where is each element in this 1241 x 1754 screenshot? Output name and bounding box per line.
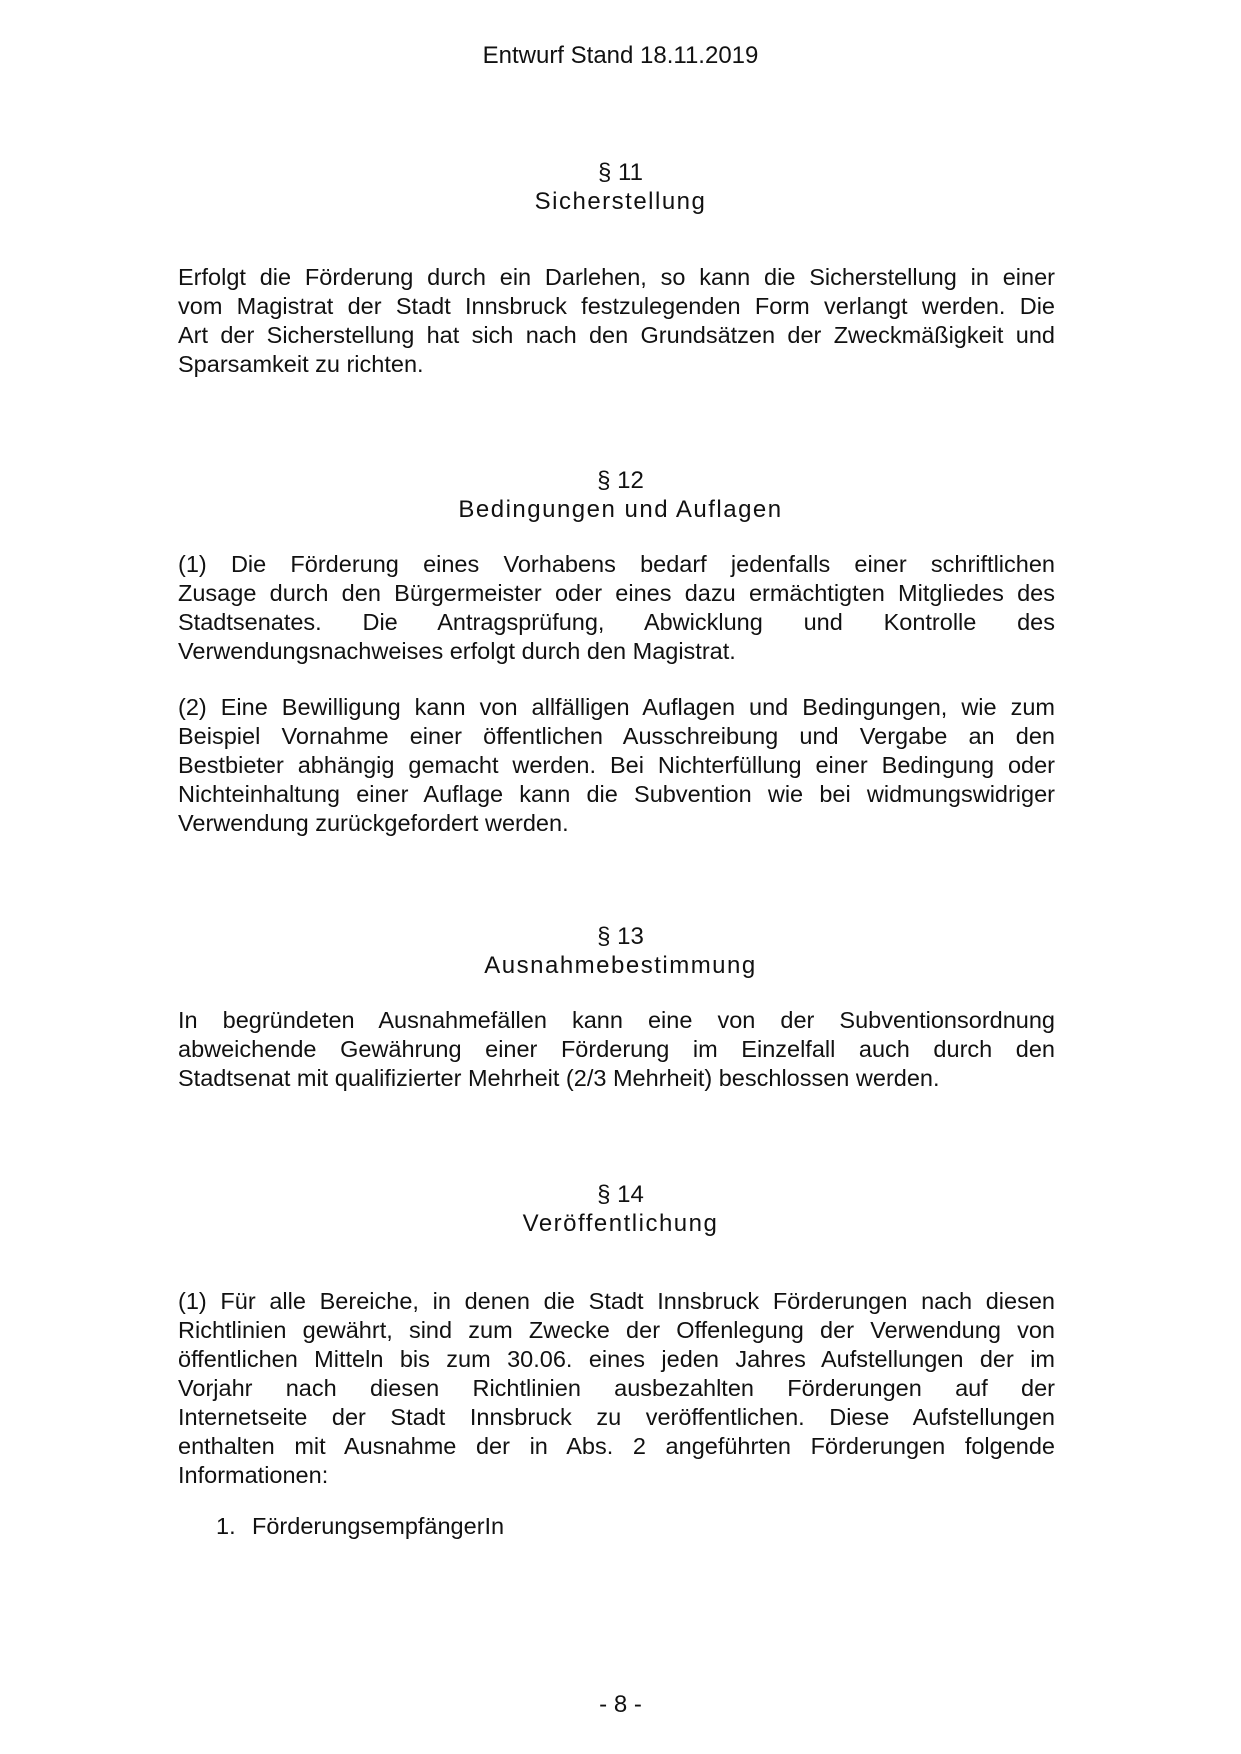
section-12-paragraph-1 xyxy=(178,550,1055,666)
paragraph-line: Informationen: xyxy=(178,1462,329,1488)
paragraph-line: Stadtsenat mit qualifizierter Mehrheit (2/3 Mehrheit) beschlossen werden. xyxy=(178,1065,940,1091)
list-item-number: 1. xyxy=(216,1513,236,1539)
paragraph-line: vom Magistrat der Stadt Innsbruck festzulegenden Form verlangt werden. Die xyxy=(178,293,1055,319)
section-11-heading xyxy=(0,158,1241,216)
page-number: - 8 - xyxy=(599,1691,642,1718)
paragraph-line: Verwendung zurückgefordert werden. xyxy=(178,810,569,836)
section-13-paragraph xyxy=(178,1006,1055,1093)
paragraph-line: Verwendungsnachweises erfolgt durch den Magistrat. xyxy=(178,638,736,664)
paragraph-line: Zusage durch den Bürgermeister oder eines dazu ermächtigten Mitgliedes des xyxy=(178,580,1055,606)
paragraph-line: Sparsamkeit zu richten. xyxy=(178,351,424,377)
paragraph-line: Erfolgt die Förderung durch ein Darlehen, so kann die Sicherstellung in einer xyxy=(178,264,1055,290)
section-12-heading xyxy=(0,466,1241,524)
paragraph-line: Stadtsenates. Die Antragsprüfung, Abwicklung und Kontrolle des xyxy=(178,609,1055,635)
section-title: Sicherstellung xyxy=(534,188,707,215)
paragraph-line: Internetseite der Stadt Innsbruck zu veröffentlichen. Diese Aufstellungen xyxy=(178,1404,1055,1430)
section-number: § 14 xyxy=(597,1181,644,1208)
paragraph-line: enthalten mit Ausnahme der in Abs. 2 angeführten Förderungen folgende xyxy=(178,1433,1055,1459)
section-number: § 12 xyxy=(597,467,644,494)
paragraph-line: abweichende Gewährung einer Förderung im Einzelfall auch durch den xyxy=(178,1036,1055,1062)
paragraph-line: Vorjahr nach diesen Richtlinien ausbezahlten Förderungen auf der xyxy=(178,1375,1055,1401)
section-13-heading xyxy=(0,922,1241,980)
paragraph-line: Nichteinhaltung einer Auflage kann die Subvention wie bei widmungswidriger xyxy=(178,781,1055,807)
section-title: Ausnahmebestimmung xyxy=(484,952,757,979)
section-12-paragraph-2 xyxy=(178,693,1055,838)
section-14-paragraph xyxy=(178,1287,1055,1490)
paragraph-line: In begründeten Ausnahmefällen kann eine von der Subventionsordnung xyxy=(178,1007,1055,1033)
paragraph-line: Richtlinien gewährt, sind zum Zwecke der Offenlegung der Verwendung von xyxy=(178,1317,1055,1343)
section-14-heading xyxy=(0,1180,1241,1238)
section-11-paragraph xyxy=(178,263,1055,379)
paragraph-line: Bestbieter abhängig gemacht werden. Bei Nichterfüllung einer Bedingung oder xyxy=(178,752,1055,778)
section-number: § 13 xyxy=(597,923,644,950)
section-title: Bedingungen und Auflagen xyxy=(458,496,783,523)
paragraph-line: öffentlichen Mitteln bis zum 30.06. eines jeden Jahres Aufstellungen der im xyxy=(178,1346,1055,1372)
paragraph-line: (1) Die Förderung eines Vorhabens bedarf jedenfalls einer schriftlichen xyxy=(178,551,1055,577)
page-header: Entwurf Stand 18.11.2019 xyxy=(482,42,759,69)
list-item xyxy=(216,1512,504,1541)
list-item-text: FörderungsempfängerIn xyxy=(252,1513,505,1539)
paragraph-line: (1) Für alle Bereiche, in denen die Stadt Innsbruck Förderungen nach diesen xyxy=(178,1288,1055,1314)
paragraph-line: (2) Eine Bewilligung kann von allfälligen Auflagen und Bedingungen, wie zum xyxy=(178,694,1055,720)
paragraph-line: Art der Sicherstellung hat sich nach den Grundsätzen der Zweckmäßigkeit und xyxy=(178,322,1055,348)
section-title: Veröffentlichung xyxy=(522,1210,719,1237)
section-number: § 11 xyxy=(598,159,643,186)
paragraph-line: Beispiel Vornahme einer öffentlichen Ausschreibung und Vergabe an den xyxy=(178,723,1055,749)
